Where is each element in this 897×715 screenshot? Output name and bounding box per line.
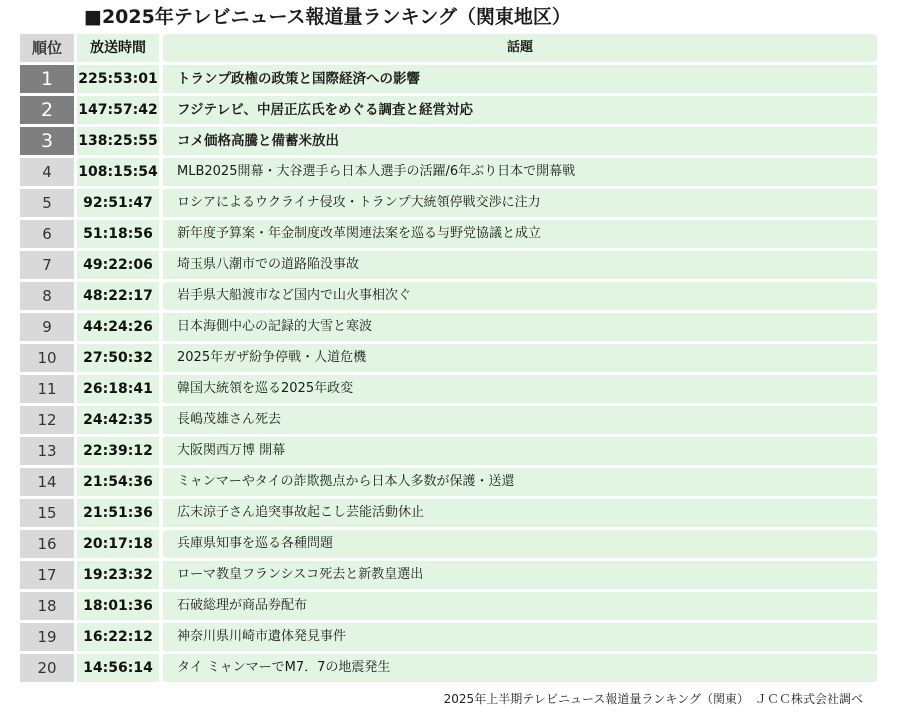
topic-cell: MLB2025開幕・大谷選手ら日本人選手の活躍/6年ぶり日本で開幕戦 <box>163 158 877 186</box>
table-row <box>20 344 877 372</box>
table-row <box>20 561 877 589</box>
topic-cell: 神奈川県川崎市遺体発見事件 <box>163 623 877 651</box>
topic-cell: 岩手県大船渡市など国内で山火事相次ぐ <box>163 282 877 310</box>
rank-cell: 5 <box>20 189 74 217</box>
rank-cell: 15 <box>20 499 74 527</box>
airtime-cell: 16:22:12 <box>77 623 159 651</box>
airtime-cell: 138:25:55 <box>77 127 159 155</box>
topic-cell: 石破総理が商品券配布 <box>163 592 877 620</box>
table-row <box>20 127 877 155</box>
airtime-cell: 14:56:14 <box>77 654 159 682</box>
rank-cell: 8 <box>20 282 74 310</box>
rank-cell: 4 <box>20 158 74 186</box>
rank-cell: 16 <box>20 530 74 558</box>
airtime-cell: 51:18:56 <box>77 220 159 248</box>
airtime-cell: 108:15:54 <box>77 158 159 186</box>
airtime-cell: 92:51:47 <box>77 189 159 217</box>
rank-cell: 7 <box>20 251 74 279</box>
airtime-cell: 147:57:42 <box>77 96 159 124</box>
topic-cell: 大阪関西万博 開幕 <box>163 437 877 465</box>
topic-cell: 埼玉県八潮市での道路陥没事故 <box>163 251 877 279</box>
rank-cell: 17 <box>20 561 74 589</box>
topic-cell: 長嶋茂雄さん死去 <box>163 406 877 434</box>
airtime-cell: 26:18:41 <box>77 375 159 403</box>
table-header <box>20 34 877 62</box>
airtime-cell: 20:17:18 <box>77 530 159 558</box>
airtime-cell: 24:42:35 <box>77 406 159 434</box>
table-row <box>20 282 877 310</box>
airtime-cell: 48:22:17 <box>77 282 159 310</box>
topic-cell: 日本海側中心の記録的大雪と寒波 <box>163 313 877 341</box>
rank-cell: 19 <box>20 623 74 651</box>
airtime-cell: 19:23:32 <box>77 561 159 589</box>
topic-cell: タイ ミャンマーでM7．7の地震発生 <box>163 654 877 682</box>
table-row <box>20 530 877 558</box>
table-row <box>20 220 877 248</box>
rank-cell: 2 <box>20 96 74 124</box>
rank-cell: 14 <box>20 468 74 496</box>
airtime-cell: 225:53:01 <box>77 65 159 93</box>
ranking-table <box>20 34 877 685</box>
rank-cell: 6 <box>20 220 74 248</box>
rank-cell: 12 <box>20 406 74 434</box>
topic-cell: 新年度予算案・年金制度改革関連法案を巡る与野党協議と成立 <box>163 220 877 248</box>
rank-cell: 11 <box>20 375 74 403</box>
table-row <box>20 313 877 341</box>
airtime-cell: 44:24:26 <box>77 313 159 341</box>
table-row <box>20 375 877 403</box>
topic-cell: 兵庫県知事を巡る各種問題 <box>163 530 877 558</box>
header-time: 放送時間 <box>77 34 159 62</box>
rank-cell: 1 <box>20 65 74 93</box>
airtime-cell: 49:22:06 <box>77 251 159 279</box>
airtime-cell: 18:01:36 <box>77 592 159 620</box>
airtime-cell: 21:51:36 <box>77 499 159 527</box>
topic-cell: 広末涼子さん追突事故起こし芸能活動休止 <box>163 499 877 527</box>
topic-cell: フジテレビ、中居正広氏をめぐる調査と経営対応 <box>163 96 877 124</box>
rank-cell: 13 <box>20 437 74 465</box>
topic-cell: トランプ政権の政策と国際経済への影響 <box>163 65 877 93</box>
rank-cell: 10 <box>20 344 74 372</box>
table-row <box>20 654 877 682</box>
table-row <box>20 592 877 620</box>
rank-cell: 9 <box>20 313 74 341</box>
page-title: ■2025年テレビニュース報道量ランキング（関東地区） <box>84 6 571 28</box>
table-row <box>20 437 877 465</box>
topic-cell: 韓国大統領を巡る2025年政変 <box>163 375 877 403</box>
rank-cell: 18 <box>20 592 74 620</box>
topic-cell: ミャンマーやタイの詐欺拠点から日本人多数が保護・送還 <box>163 468 877 496</box>
table-row <box>20 65 877 93</box>
rank-cell: 3 <box>20 127 74 155</box>
header-rank: 順位 <box>20 34 74 62</box>
table-body <box>20 65 877 682</box>
rank-cell: 20 <box>20 654 74 682</box>
airtime-cell: 21:54:36 <box>77 468 159 496</box>
header-topic: 話題 <box>163 34 877 62</box>
table-row <box>20 96 877 124</box>
table-row <box>20 406 877 434</box>
table-row <box>20 499 877 527</box>
table-row <box>20 251 877 279</box>
topic-cell: ロシアによるウクライナ侵攻・トランプ大統領停戦交渉に注力 <box>163 189 877 217</box>
table-row <box>20 189 877 217</box>
airtime-cell: 22:39:12 <box>77 437 159 465</box>
airtime-cell: 27:50:32 <box>77 344 159 372</box>
topic-cell: コメ価格高騰と備蓄米放出 <box>163 127 877 155</box>
source-note: 2025年上半期テレビニュース報道量ランキング（関東） ＪＣＣ株式会社調べ <box>443 692 863 706</box>
topic-cell: ローマ教皇フランシスコ死去と新教皇選出 <box>163 561 877 589</box>
table-row <box>20 158 877 186</box>
table-row <box>20 468 877 496</box>
topic-cell: 2025年ガザ紛争停戦・人道危機 <box>163 344 877 372</box>
table-row <box>20 623 877 651</box>
